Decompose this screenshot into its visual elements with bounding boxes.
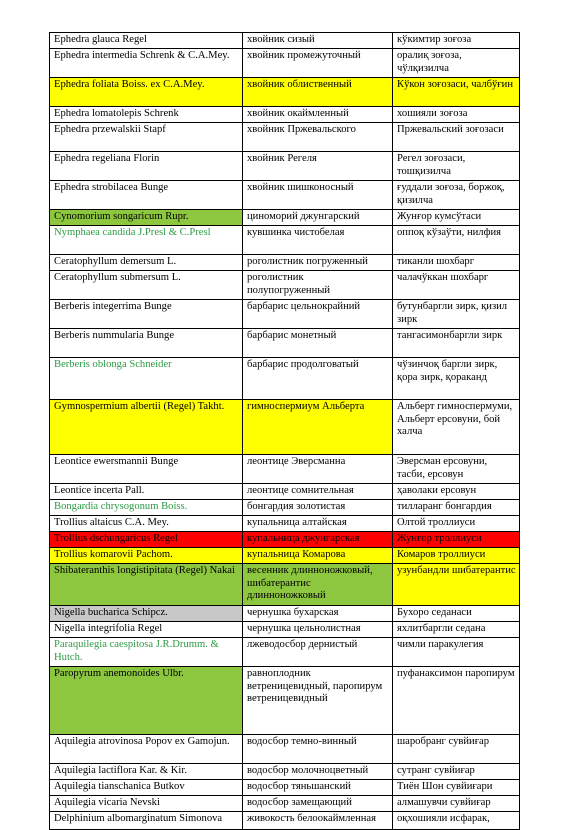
russian-name-cell: весенник длинноножковый, шибатерантис длинноножковый [243, 564, 393, 606]
russian-name-cell: лжеводосбор дернистый [243, 638, 393, 667]
table-row [50, 455, 520, 484]
russian-name-cell: хвойник окаймленный [243, 107, 393, 123]
table-row [50, 329, 520, 358]
species-table-body [50, 33, 520, 830]
russian-name-cell: купальница Комарова [243, 548, 393, 564]
latin-name-cell: Ceratophyllum demersum L. [50, 255, 243, 271]
table-row [50, 548, 520, 564]
uzbek-name-cell: ғуддали зоғоза, боржоқ, қизилча [393, 181, 520, 210]
russian-name-cell: циноморий джунгарский [243, 210, 393, 226]
russian-name-cell: водосбор замещающий [243, 796, 393, 812]
uzbek-name-cell: ҳаволаки ерсовун [393, 484, 520, 500]
russian-name-cell: хвойник облиственный [243, 78, 393, 107]
russian-name-cell: чернушка бухарская [243, 606, 393, 622]
russian-name-cell: водосбор темно-винный [243, 735, 393, 764]
uzbek-name-cell: оппоқ кўзаўти, нилфия [393, 226, 520, 255]
table-row [50, 33, 520, 49]
russian-name-cell: барбарис монетный [243, 329, 393, 358]
russian-name-cell: кувшинка чистобелая [243, 226, 393, 255]
uzbek-name-cell: Эверсман ерсовуни, тасби, ерсовун [393, 455, 520, 484]
table-row [50, 152, 520, 181]
russian-name-cell: барбарис цельнокрайний [243, 300, 393, 329]
uzbek-name-cell: алмашувчи сувйиғар [393, 796, 520, 812]
russian-name-cell: хвойник Пржевальского [243, 123, 393, 152]
table-row [50, 606, 520, 622]
latin-name-cell: Aquilegia lactiflora Kar. & Kir. [50, 764, 243, 780]
table-row [50, 532, 520, 548]
uzbek-name-cell: тиканли шохбарг [393, 255, 520, 271]
uzbek-name-cell: узунбандли шибатерантис [393, 564, 520, 606]
latin-name-cell: Ephedra intermedia Schrenk & C.A.Mey. [50, 49, 243, 78]
latin-name-cell: Berberis nummularia Bunge [50, 329, 243, 358]
russian-name-cell: живокость белоокаймленная [243, 812, 393, 830]
latin-name-cell: Gymnospermium albertii (Regel) Takht. [50, 400, 243, 455]
russian-name-cell: хвойник Регеля [243, 152, 393, 181]
latin-name-cell: Trollius altaicus C.A. Mey. [50, 516, 243, 532]
latin-name-cell: Ephedra glauca Regel [50, 33, 243, 49]
uzbek-name-cell: чалачўккан шохбарг [393, 271, 520, 300]
latin-name-cell: Aquilegia vicaria Nevski [50, 796, 243, 812]
latin-name-cell: Berberis integerrima Bunge [50, 300, 243, 329]
latin-name-cell: Ephedra regeliana Florin [50, 152, 243, 181]
uzbek-name-cell: сутранг сувйиғар [393, 764, 520, 780]
latin-name-cell: Nigella integrifolia Regel [50, 622, 243, 638]
table-row [50, 210, 520, 226]
table-row [50, 107, 520, 123]
latin-name-cell: Ceratophyllum submersum L. [50, 271, 243, 300]
latin-name-cell: Trollius komarovii Pachom. [50, 548, 243, 564]
russian-name-cell: хвойник шишконосный [243, 181, 393, 210]
table-row [50, 735, 520, 764]
latin-name-cell: Cynomorium songaricum Rupr. [50, 210, 243, 226]
uzbek-name-cell: чўзинчоқ баргли зирк, қора зирк, қораканд [393, 358, 520, 400]
uzbek-name-cell: шаробранг сувйиғар [393, 735, 520, 764]
russian-name-cell: хвойник сизый [243, 33, 393, 49]
uzbek-name-cell: Тиён Шон сувйиғари [393, 780, 520, 796]
table-row [50, 812, 520, 830]
uzbek-name-cell: Жунғор кумсўтаси [393, 210, 520, 226]
latin-name-cell: Leontice ewersmannii Bunge [50, 455, 243, 484]
uzbek-name-cell: Бухоро седанаси [393, 606, 520, 622]
table-row [50, 226, 520, 255]
uzbek-name-cell: чимли паракулегия [393, 638, 520, 667]
uzbek-name-cell: хошияли зоғоза [393, 107, 520, 123]
russian-name-cell: леонтице Эверсманна [243, 455, 393, 484]
latin-name-cell: Nymphaea candida J.Presl & C.Presl [50, 226, 243, 255]
latin-name-cell: Paropyrum anemonoides Ulbr. [50, 667, 243, 735]
latin-name-cell: Ephedra lomatolepis Schrenk [50, 107, 243, 123]
uzbek-name-cell: оралиқ зоғоза, чўлқизилча [393, 49, 520, 78]
russian-name-cell: роголистник полупогруженный [243, 271, 393, 300]
table-row [50, 638, 520, 667]
latin-name-cell: Paraquilegia caespitosa J.R.Drumm. & Hutch. [50, 638, 243, 667]
russian-name-cell: роголистник погруженный [243, 255, 393, 271]
table-row [50, 300, 520, 329]
latin-name-cell: Aquilegia atrovinosa Popov ex Gamojun. [50, 735, 243, 764]
latin-name-cell: Ephedra foliata Boiss. ex C.A.Mey. [50, 78, 243, 107]
table-row [50, 271, 520, 300]
russian-name-cell: бонгардия золотистая [243, 500, 393, 516]
russian-name-cell: равноплодник ветреницевидный, паропирум ветреницевидный [243, 667, 393, 735]
russian-name-cell: купальница джунгарская [243, 532, 393, 548]
russian-name-cell: купальница алтайская [243, 516, 393, 532]
latin-name-cell: Trollius dschungaricus Regel [50, 532, 243, 548]
russian-name-cell: хвойник промежуточный [243, 49, 393, 78]
uzbek-name-cell: Альберт гимноспермуми, Альберт ерсовуни, бой халча [393, 400, 520, 455]
latin-name-cell: Bongardia chrysogonum Boiss. [50, 500, 243, 516]
russian-name-cell: леонтице сомнительная [243, 484, 393, 500]
species-table [49, 32, 520, 830]
uzbek-name-cell: тангасимонбаргли зирк [393, 329, 520, 358]
uzbek-name-cell: оқхошияли исфарак, [393, 812, 520, 830]
uzbek-name-cell: тилларанг бонгардия [393, 500, 520, 516]
uzbek-name-cell: бутунбаргли зирк, қизил зирк [393, 300, 520, 329]
latin-name-cell: Ephedra przewalskii Stapf [50, 123, 243, 152]
table-row [50, 500, 520, 516]
table-row [50, 49, 520, 78]
uzbek-name-cell: кўкимтир зоғоза [393, 33, 520, 49]
table-row [50, 123, 520, 152]
russian-name-cell: водосбор тяньшанский [243, 780, 393, 796]
latin-name-cell: Delphinium albomarginatum Simonova [50, 812, 243, 830]
uzbek-name-cell: Жунғор троллиуси [393, 532, 520, 548]
table-row [50, 400, 520, 455]
table-row [50, 764, 520, 780]
table-row [50, 516, 520, 532]
table-row [50, 484, 520, 500]
uzbek-name-cell: яхлитбаргли седана [393, 622, 520, 638]
uzbek-name-cell: Олтой троллиуси [393, 516, 520, 532]
latin-name-cell: Nigella bucharica Schipcz. [50, 606, 243, 622]
latin-name-cell: Leontice incerta Pall. [50, 484, 243, 500]
uzbek-name-cell: Кўкон зоғозаси, чалбўғин [393, 78, 520, 107]
latin-name-cell: Berberis oblonga Schneider [50, 358, 243, 400]
uzbek-name-cell: пуфанаксимон паропирум [393, 667, 520, 735]
table-row [50, 622, 520, 638]
russian-name-cell: барбарис продолговатый [243, 358, 393, 400]
uzbek-name-cell: Пржевальский зоғозаси [393, 123, 520, 152]
table-row [50, 667, 520, 735]
uzbek-name-cell: Регел зоғозаси, тошқизилча [393, 152, 520, 181]
table-row [50, 780, 520, 796]
table-row [50, 358, 520, 400]
latin-name-cell: Shibateranthis longistipitata (Regel) Nakai [50, 564, 243, 606]
russian-name-cell: чернушка цельнолистная [243, 622, 393, 638]
table-row [50, 181, 520, 210]
uzbek-name-cell: Комаров троллиуси [393, 548, 520, 564]
russian-name-cell: водосбор молочноцветный [243, 764, 393, 780]
table-row [50, 796, 520, 812]
latin-name-cell: Aquilegia tianschanica Butkov [50, 780, 243, 796]
table-row [50, 78, 520, 107]
table-row [50, 255, 520, 271]
latin-name-cell: Ephedra strobilacea Bunge [50, 181, 243, 210]
russian-name-cell: гимноспермиум Альберта [243, 400, 393, 455]
table-row [50, 564, 520, 606]
